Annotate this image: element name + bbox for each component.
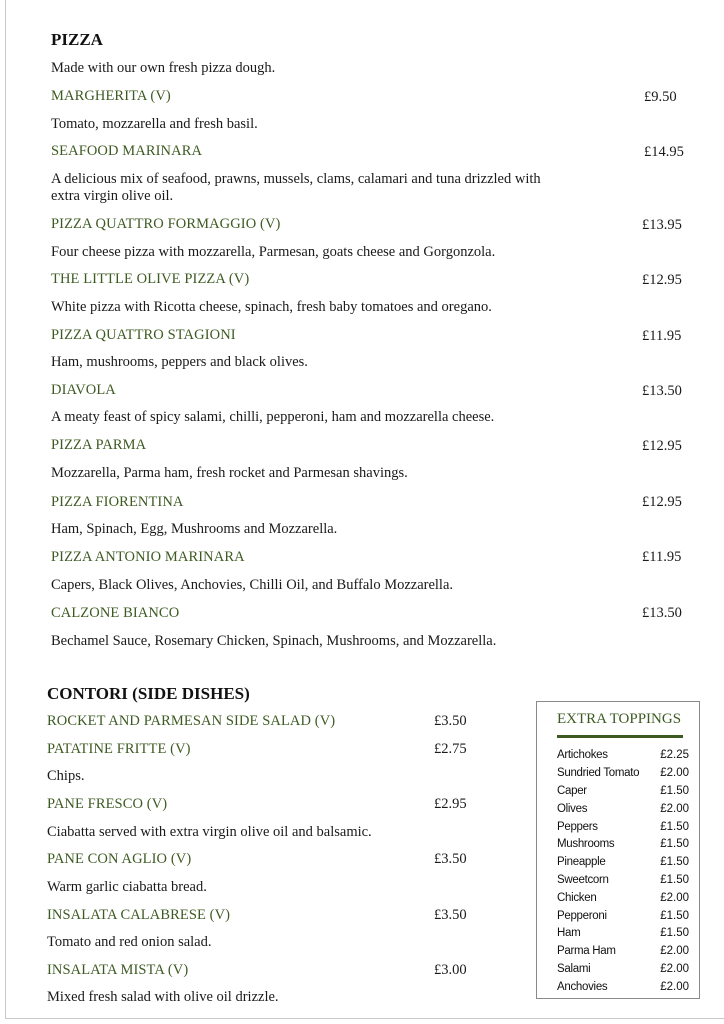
menu-item-name: PIZZA ANTONIO MARINARA (51, 549, 245, 565)
menu-item-price: £12.95 (642, 272, 682, 288)
topping-price: £1.50 (660, 910, 689, 922)
topping-name: Sundried Tomato (557, 767, 640, 779)
menu-item-desc: Bechamel Sauce, Rosemary Chicken, Spinach, Mushrooms, and Mozzarella. (51, 633, 497, 649)
menu-item-desc: White pizza with Ricotta cheese, spinach, fresh baby tomatoes and oregano. (51, 299, 492, 315)
menu-item-price: £3.50 (434, 713, 467, 729)
menu-item-desc: Tomato and red onion salad. (47, 934, 212, 950)
menu-item-name: INSALATA CALABRESE (V) (47, 907, 231, 923)
menu-item-desc: A meaty feast of spicy salami, chilli, pepperoni, ham and mozzarella cheese. (51, 409, 495, 425)
menu-item-desc: Mixed fresh salad with olive oil drizzle. (47, 989, 279, 1005)
menu-item-price: £13.50 (642, 383, 682, 399)
topping-price: £2.00 (660, 981, 689, 993)
menu-item-price: £13.50 (642, 605, 682, 621)
menu-item-price: £13.95 (642, 217, 682, 233)
topping-price: £1.50 (660, 856, 689, 868)
topping-row (557, 892, 689, 909)
menu-item-name: INSALATA MISTA (V) (47, 962, 189, 978)
menu-item-price: £3.50 (434, 907, 467, 923)
topping-name: Pepperoni (557, 910, 607, 922)
topping-row (557, 910, 689, 927)
topping-row (557, 981, 689, 998)
menu-item-price: £14.95 (644, 144, 684, 160)
topping-row (557, 821, 689, 838)
topping-row (557, 749, 689, 766)
menu-item-desc: Ciabatta served with extra virgin olive oil and balsamic. (47, 824, 372, 840)
menu-item-desc: Mozzarella, Parma ham, fresh rocket and Parmesan shavings. (51, 465, 408, 481)
topping-price: £2.25 (660, 749, 689, 761)
topping-row (557, 767, 689, 784)
topping-row (557, 803, 689, 820)
topping-name: Sweetcorn (557, 874, 609, 886)
menu-item-desc: Chips. (47, 768, 85, 784)
extra-toppings-box (536, 701, 700, 999)
topping-name: Caper (557, 785, 587, 797)
topping-price: £2.00 (660, 892, 689, 904)
topping-row (557, 963, 689, 980)
menu-item-desc: Capers, Black Olives, Anchovies, Chilli Oil, and Buffalo Mozzarella. (51, 577, 454, 593)
toppings-divider (557, 735, 683, 738)
toppings-title: EXTRA TOPPINGS (557, 711, 682, 727)
menu-item-desc: A delicious mix of seafood, prawns, mussels, clams, calamari and tuna drizzled with (51, 171, 541, 187)
topping-name: Peppers (557, 821, 598, 833)
menu-item-desc: extra virgin olive oil. (51, 188, 174, 204)
topping-row (557, 785, 689, 802)
topping-name: Salami (557, 963, 591, 975)
topping-row (557, 945, 689, 962)
menu-item-name: SEAFOOD MARINARA (51, 143, 203, 159)
menu-item-name: PANE FRESCO (V) (47, 796, 168, 812)
menu-item-name: PIZZA QUATTRO STAGIONI (51, 327, 236, 343)
section-title: PIZZA (51, 30, 103, 49)
menu-item-price: £3.00 (434, 962, 467, 978)
topping-price: £1.50 (660, 927, 689, 939)
topping-price: £1.50 (660, 785, 689, 797)
menu-item-name: THE LITTLE OLIVE PIZZA (V) (51, 271, 250, 287)
menu-item-name: PATATINE FRITTE (V) (47, 741, 191, 757)
menu-item-name: CALZONE BIANCO (51, 605, 180, 621)
menu-item-price: £12.95 (642, 438, 682, 454)
topping-row (557, 838, 689, 855)
menu-item-desc: Tomato, mozzarella and fresh basil. (51, 116, 258, 132)
topping-name: Ham (557, 927, 581, 939)
topping-name: Anchovies (557, 981, 608, 993)
topping-name: Parma Ham (557, 945, 616, 957)
topping-name: Mushrooms (557, 838, 615, 850)
menu-item-price: £3.50 (434, 851, 467, 867)
menu-item-name: MARGHERITA (V) (51, 88, 171, 104)
menu-item-price: £12.95 (642, 494, 682, 510)
menu-item-price: £2.95 (434, 796, 467, 812)
topping-name: Olives (557, 803, 588, 815)
menu-item-name: PIZZA FIORENTINA (51, 494, 184, 510)
menu-item-price: £11.95 (642, 549, 682, 565)
menu-item-desc: Ham, Spinach, Egg, Mushrooms and Mozzarella. (51, 521, 338, 537)
menu-item-price: £9.50 (644, 89, 677, 105)
topping-name: Pineapple (557, 856, 606, 868)
menu-item-desc: Four cheese pizza with mozzarella, Parmesan, goats cheese and Gorgonzola. (51, 244, 496, 260)
topping-row (557, 874, 689, 891)
topping-name: Chicken (557, 892, 597, 904)
topping-price: £2.00 (660, 803, 689, 815)
section-title: CONTORI (SIDE DISHES) (47, 684, 250, 703)
topping-price: £2.00 (660, 945, 689, 957)
topping-price: £1.50 (660, 874, 689, 886)
topping-row (557, 927, 689, 944)
menu-item-name: ROCKET AND PARMESAN SIDE SALAD (V) (47, 713, 336, 729)
menu-item-price: £11.95 (642, 328, 682, 344)
topping-price: £1.50 (660, 821, 689, 833)
menu-item-desc: Warm garlic ciabatta bread. (47, 879, 207, 895)
menu-item-name: DIAVOLA (51, 382, 116, 398)
topping-name: Artichokes (557, 749, 608, 761)
menu-item-name: PANE CON AGLIO (V) (47, 851, 192, 867)
topping-price: £2.00 (660, 767, 689, 779)
section-intro: Made with our own fresh pizza dough. (51, 60, 276, 76)
topping-price: £2.00 (660, 963, 689, 975)
menu-item-name: PIZZA PARMA (51, 437, 147, 453)
menu-item-name: PIZZA QUATTRO FORMAGGIO (V) (51, 216, 281, 232)
menu-item-desc: Ham, mushrooms, peppers and black olives. (51, 354, 308, 370)
topping-row (557, 856, 689, 873)
menu-item-price: £2.75 (434, 741, 467, 757)
topping-price: £1.50 (660, 838, 689, 850)
